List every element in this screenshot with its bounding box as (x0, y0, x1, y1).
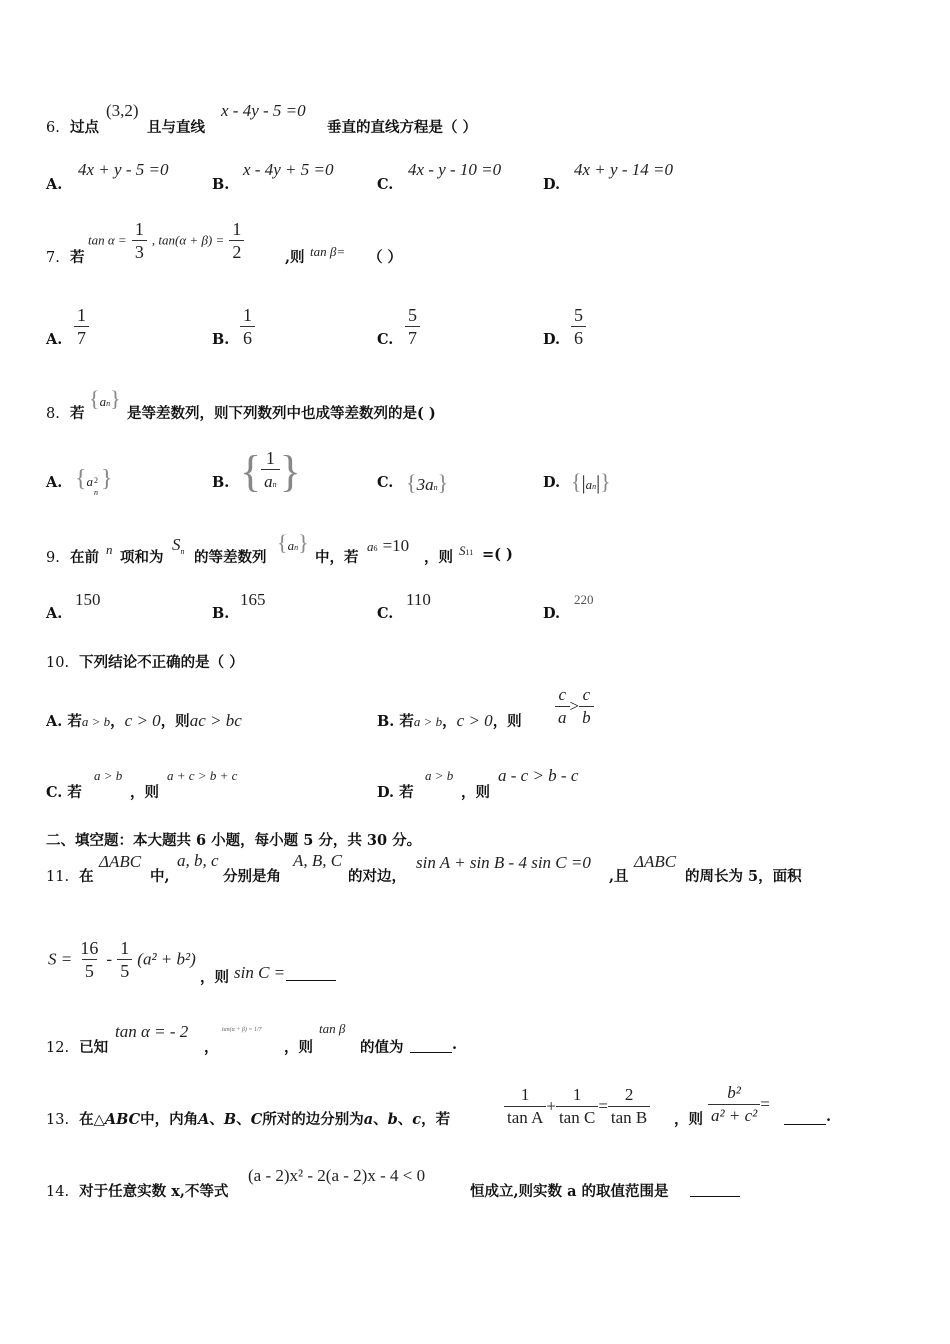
question-text: =( ) (482, 546, 513, 563)
a6-value: =10 (382, 536, 410, 555)
option-b-label: B. (212, 331, 230, 348)
denominator: 6 (240, 326, 255, 349)
option-a-fraction (74, 304, 89, 349)
greater-than: > (569, 696, 580, 716)
question-text: 所对的边分别为 (262, 1111, 364, 1128)
option-text: ，则 (130, 784, 159, 801)
sum-symbol: S (172, 535, 181, 554)
answer-blank[interactable] (286, 968, 336, 981)
ratio-fraction (708, 1082, 770, 1127)
option-b-label: B. (377, 713, 395, 730)
numerator: 1 (572, 1085, 582, 1104)
answer-blank[interactable] (410, 1040, 452, 1053)
sum-sn: $S_n$ (172, 535, 185, 556)
tan-alpha-eq: tan α = - 2 (115, 1022, 189, 1041)
separator: 、 (397, 1111, 413, 1128)
question-8 (46, 402, 84, 423)
sine-equation: sin A + sin B - 4 sin C =0 (416, 853, 591, 872)
separator: 、 (373, 1111, 388, 1128)
option-c-term: 3a (416, 475, 434, 494)
fraction (229, 218, 244, 263)
angle: C (250, 1111, 263, 1128)
minus: - (106, 949, 113, 969)
option-c-label: C. (377, 331, 394, 348)
question-text: ，则 (284, 1039, 313, 1056)
question-text: . (826, 1108, 832, 1125)
a6-condition (367, 536, 409, 556)
condition: a > b (94, 768, 123, 783)
option-a-label: A. (46, 713, 63, 730)
condition: a > b (81, 714, 111, 729)
option-b-label: B. (212, 474, 230, 491)
question-number: 8. (46, 406, 60, 422)
numerator: 1 (134, 219, 144, 239)
question-text: 恒成立,则实数 a 的取值范围是 (470, 1183, 669, 1200)
seq-symbol: a (99, 394, 107, 409)
denominator: 5 (117, 959, 132, 982)
option-a-label: A. (46, 331, 63, 348)
triangle-abc: ΔABC (634, 852, 677, 871)
equals: = (760, 1094, 770, 1114)
question-11 (46, 865, 94, 886)
question-text: ，则 (674, 1111, 703, 1128)
option-c-label: C. (46, 784, 63, 801)
option-c-label: C. (377, 605, 394, 622)
question-text: （ ） (368, 249, 403, 266)
question-text: 中, (150, 868, 170, 885)
denominator: tan A (504, 1106, 546, 1129)
numerator: 16 (80, 938, 99, 958)
triangle-name: ABC (104, 1111, 141, 1128)
denominator: 6 (571, 326, 586, 349)
q10-option-a (46, 710, 242, 731)
question-text: 已知 (79, 1039, 109, 1056)
plus: + (546, 1096, 556, 1116)
sin-c: sin C = (234, 963, 286, 982)
sides-abc: a, b, c (177, 851, 219, 870)
question-text: 过点 (69, 119, 99, 136)
denominator: 2 (229, 240, 244, 263)
question-text: 是等差数列，则下列数列中也成等差数列的是( ) (127, 405, 436, 422)
denominator: a² + c² (708, 1104, 760, 1127)
question-text: 下列结论不正确的是（ ） (79, 654, 244, 671)
answer-blank[interactable] (690, 1184, 740, 1197)
s11-symbol: S (459, 543, 466, 558)
numerator: c (582, 685, 591, 704)
angle: A (198, 1111, 210, 1128)
option-c-label (46, 781, 82, 802)
seq-subscript: n (106, 399, 111, 408)
question-10 (46, 651, 244, 672)
option-text: ，则 (160, 713, 190, 730)
separator: 、 (236, 1111, 251, 1128)
question-number: 10. (46, 655, 70, 671)
question-text: 且与直线 (147, 119, 205, 136)
sum-of-squares: (a² + b²) (137, 949, 196, 969)
option-d-expr: {|an|} (571, 469, 611, 494)
numerator: b² (727, 1083, 741, 1102)
q10-option-b (377, 710, 522, 731)
option-d-label: D. (543, 474, 561, 491)
denominator: tan B (608, 1106, 650, 1129)
question-text: 的对边， (348, 868, 406, 885)
question-number: 7. (46, 250, 60, 266)
denominator: tan C (556, 1106, 598, 1129)
option-d-fraction (571, 304, 586, 349)
option-a-value: 150 (75, 590, 101, 609)
option-c-expr: {3an} (406, 470, 449, 495)
question-text: ，则 (424, 549, 453, 566)
option-text: 若 (399, 713, 414, 730)
numerator: 1 (520, 1085, 530, 1104)
question-text: 分别是角 (223, 868, 281, 885)
question-number: 13. (46, 1112, 70, 1128)
option-text: ，则 (492, 713, 522, 730)
option-b-expr: x - 4y + 5 =0 (243, 160, 334, 179)
question-text: 在 (79, 868, 94, 885)
denominator: 5 (82, 959, 97, 982)
option-c-label: C. (377, 474, 394, 491)
question-text: 的周长为 5，面积 (685, 868, 802, 885)
side: a (363, 1111, 374, 1128)
conclusion: a + c > b + c (167, 768, 238, 783)
angle: B (223, 1111, 237, 1128)
conclusion: ac > bc (189, 711, 242, 730)
question-number: 14. (46, 1184, 70, 1200)
question-text: 在△ (79, 1111, 105, 1128)
equals: = (598, 1096, 608, 1116)
option-d-label: D. (377, 784, 395, 801)
fraction-inequality (555, 684, 594, 729)
option-a-label: A. (46, 605, 63, 622)
question-text: 的值为 (360, 1039, 404, 1056)
question-13 (46, 1108, 450, 1129)
option-text: ， (110, 713, 125, 730)
question-text: ， (204, 1039, 219, 1056)
option-b-label: B. (212, 176, 230, 193)
sequence-an: {an} (89, 386, 121, 411)
fraction (132, 218, 147, 263)
question-number: 11. (46, 869, 70, 885)
question-text: . (452, 1036, 458, 1053)
question-6 (46, 116, 99, 137)
numerator: 1 (243, 305, 252, 325)
condition: c > 0 (124, 711, 161, 730)
question-number: 9. (46, 550, 60, 566)
tan-alpha: tan α = (88, 232, 127, 248)
question-12 (46, 1036, 108, 1057)
conclusion: a - c > b - c (498, 766, 579, 785)
denominator: 7 (405, 326, 420, 349)
question-text: 若 (69, 405, 85, 422)
option-a-expr: {a 2 n } (75, 466, 113, 497)
question-text: ,且 (609, 868, 629, 885)
option-d-label (377, 781, 414, 802)
option-text: ，则 (461, 784, 490, 801)
question-text: 项和为 (120, 549, 164, 566)
option-b-value: 165 (240, 590, 266, 609)
question-number: 6. (46, 120, 60, 136)
question-7 (46, 246, 84, 267)
option-c-fraction (405, 304, 420, 349)
numerator: 5 (408, 305, 417, 325)
point-expr: (3,2) (106, 101, 139, 120)
question-number: 12. (46, 1040, 70, 1056)
area-formula (48, 937, 196, 982)
a6-subscript: 6 (373, 544, 378, 553)
question-text: 中，若 (315, 549, 359, 566)
side: b (387, 1111, 398, 1128)
tan-condition (88, 218, 244, 263)
numerator: 1 (120, 938, 130, 958)
area-symbol: S = (48, 949, 73, 969)
question-text: 在前 (69, 549, 99, 566)
option-b-label: B. (212, 605, 230, 622)
option-text: 若 (399, 784, 414, 801)
option-c-value: 110 (406, 590, 431, 609)
option-text: 若 (67, 713, 82, 730)
option-a-label: A. (46, 474, 63, 491)
question-text: 中，内角 (140, 1111, 199, 1128)
tan-beta: tan β (319, 1021, 346, 1036)
option-d-label: D. (543, 605, 561, 622)
numerator: 1 (232, 219, 242, 239)
line-equation: x - 4y - 5 =0 (221, 101, 306, 120)
question-text: ,则 (285, 249, 305, 266)
tan-sum-eq: tan(α + β) = 1/7 (222, 1027, 262, 1033)
a6-symbol: a (367, 539, 374, 554)
section-heading: 二、填空题：本大题共 6 小题，每小题 5 分，共 30 分。 (46, 832, 422, 849)
question-9 (46, 546, 99, 567)
option-d-label: D. (543, 176, 561, 193)
condition: a > b (413, 714, 443, 729)
question-text: 垂直的直线方程是（ ） (327, 119, 478, 136)
denominator: b (579, 706, 594, 729)
numerator: 5 (574, 305, 583, 325)
denominator: 3 (132, 240, 147, 263)
sequence-an: {an} (277, 530, 309, 555)
inequality: (a - 2)x² - 2(a - 2)x - 4 < 0 (248, 1166, 426, 1185)
option-a-label: A. (46, 176, 63, 193)
question-text: ，则 (200, 969, 229, 986)
side: c (412, 1111, 422, 1128)
angles-abc: A, B, C (293, 851, 343, 870)
numerator: 2 (624, 1085, 634, 1104)
condition: c > 0 (456, 711, 493, 730)
option-d-value: 220 (574, 592, 594, 607)
numerator: c (558, 685, 567, 704)
tan-sum: , tan(α + β) = (151, 232, 225, 248)
condition: a > b (425, 768, 454, 783)
option-c-expr: 4x - y - 10 =0 (408, 160, 502, 179)
option-d-label: D. (543, 331, 561, 348)
question-14 (46, 1180, 228, 1201)
option-d-expr: 4x + y - 14 =0 (574, 160, 673, 179)
option-text: 若 (67, 784, 82, 801)
triangle-abc: ΔABC (99, 852, 142, 871)
separator: 、 (209, 1111, 224, 1128)
tan-beta: tan β= (310, 244, 346, 259)
denominator: a (555, 706, 570, 729)
question-text: 对于任意实数 x,不等式 (79, 1183, 229, 1200)
option-text: ， (442, 713, 457, 730)
denominator: 7 (74, 326, 89, 349)
question-text: 的等差数列 (194, 549, 267, 566)
question-text: 若 (69, 249, 85, 266)
option-c-label: C. (377, 176, 394, 193)
tan-equation (504, 1084, 650, 1129)
option-b-expr: { $\frac{1}{an}$ } (240, 447, 301, 496)
option-a-expr: 4x + y - 5 =0 (78, 160, 169, 179)
question-text: ，若 (421, 1111, 451, 1128)
numerator: 1 (77, 305, 86, 325)
option-b-fraction (240, 304, 255, 349)
answer-blank[interactable] (784, 1112, 826, 1125)
s11-subscript: 11 (465, 548, 474, 557)
s11 (459, 540, 473, 559)
n-symbol: n (106, 542, 113, 557)
